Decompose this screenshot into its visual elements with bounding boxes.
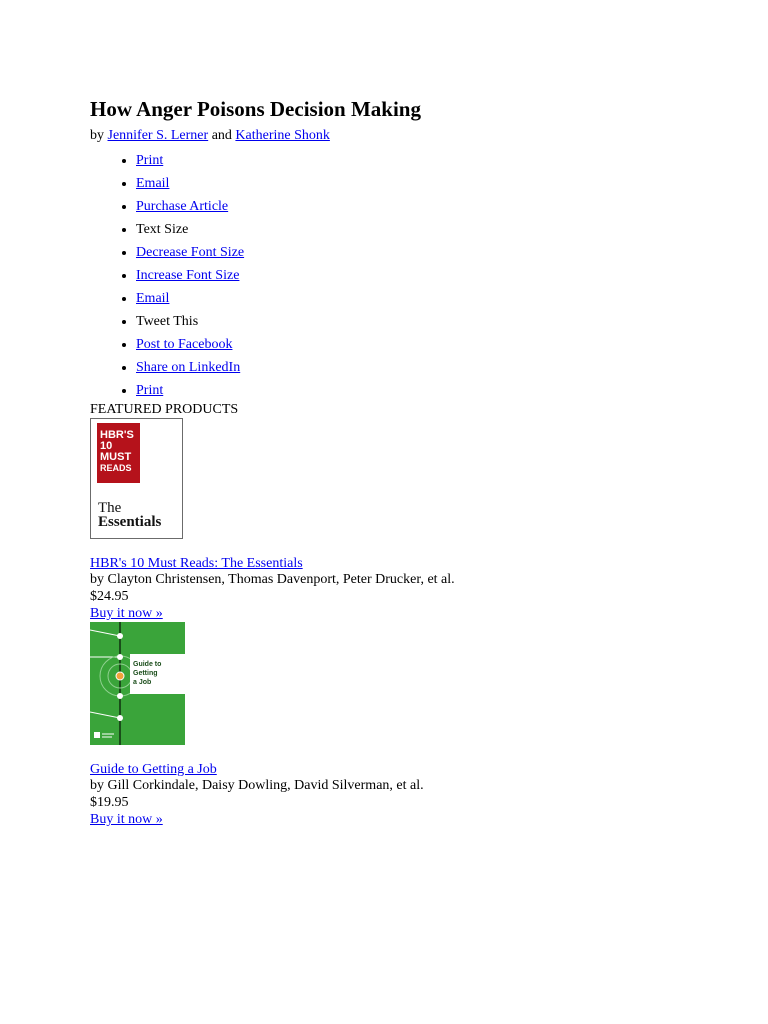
product-item xyxy=(90,418,730,622)
svg-text:Essentials: Essentials xyxy=(98,514,162,530)
tool-item-tweet xyxy=(136,310,730,333)
tool-item-text-size xyxy=(136,218,730,241)
product-authors: by Clayton Christensen, Thomas Davenport, Peter Drucker, et al. xyxy=(90,572,455,587)
svg-text:Getting: Getting xyxy=(133,670,158,677)
text-size-label: Text Size xyxy=(136,222,189,237)
share-on-linkedin-link[interactable]: Share on LinkedIn xyxy=(136,360,241,375)
tool-item-decrease xyxy=(136,241,730,264)
author-link-shonk[interactable]: Katherine Shonk xyxy=(235,128,330,143)
increase-font-size-link[interactable]: Increase Font Size xyxy=(136,268,240,283)
tool-item-email xyxy=(136,172,730,195)
print-link[interactable]: Print xyxy=(136,153,164,168)
tool-item-linkedin xyxy=(136,356,730,379)
product-price: $19.95 xyxy=(90,795,129,810)
tool-item-facebook xyxy=(136,333,730,356)
product-cover-guide-getting-job[interactable] xyxy=(90,622,185,745)
hbr-essentials-cover-image xyxy=(91,419,183,539)
author-link-lerner[interactable]: Jennifer S. Lerner xyxy=(107,128,209,143)
tool-item-increase xyxy=(136,264,730,287)
tool-item-print-2 xyxy=(136,379,730,402)
featured-products-label: FEATURED PRODUCTS xyxy=(90,402,239,417)
tool-item-print xyxy=(136,149,730,172)
email-link-2[interactable]: Email xyxy=(136,291,170,306)
svg-text:10: 10 xyxy=(100,440,113,452)
print-link-2[interactable]: Print xyxy=(136,383,164,398)
purchase-article-link[interactable]: Purchase Article xyxy=(136,199,229,214)
product-authors: by Gill Corkindale, Daisy Dowling, David Silverman, et al. xyxy=(90,778,424,793)
post-to-facebook-link[interactable]: Post to Facebook xyxy=(136,337,233,352)
tweet-this-label: Tweet This xyxy=(136,314,199,329)
article-page xyxy=(90,92,730,828)
svg-text:READS: READS xyxy=(100,463,132,473)
svg-text:Guide to: Guide to xyxy=(133,661,162,668)
buy-it-now-link[interactable]: Buy it now » xyxy=(90,606,163,621)
byline xyxy=(90,126,730,146)
buy-it-now-link[interactable]: Buy it now » xyxy=(90,812,163,827)
svg-text:a Job: a Job xyxy=(133,679,152,686)
tool-item-email-2 xyxy=(136,287,730,310)
article-title: How Anger Poisons Decision Making xyxy=(90,97,421,121)
tool-item-purchase xyxy=(136,195,730,218)
decrease-font-size-link[interactable]: Decrease Font Size xyxy=(136,245,245,260)
product-item xyxy=(90,622,730,828)
email-link[interactable]: Email xyxy=(136,176,170,191)
product-title-link[interactable]: HBR's 10 Must Reads: The Essentials xyxy=(90,556,303,571)
product-price: $24.95 xyxy=(90,589,129,604)
guide-getting-job-cover-image xyxy=(90,622,185,745)
svg-text:HBR'S: HBR'S xyxy=(100,429,134,441)
svg-text:MUST: MUST xyxy=(100,451,132,463)
svg-text:The: The xyxy=(98,500,122,516)
byline-conjunction: and xyxy=(211,128,232,143)
article-tools-list xyxy=(90,149,730,402)
byline-prefix: by xyxy=(90,128,104,143)
product-cover-hbr-essentials[interactable] xyxy=(90,418,183,539)
product-title-link[interactable]: Guide to Getting a Job xyxy=(90,762,217,777)
